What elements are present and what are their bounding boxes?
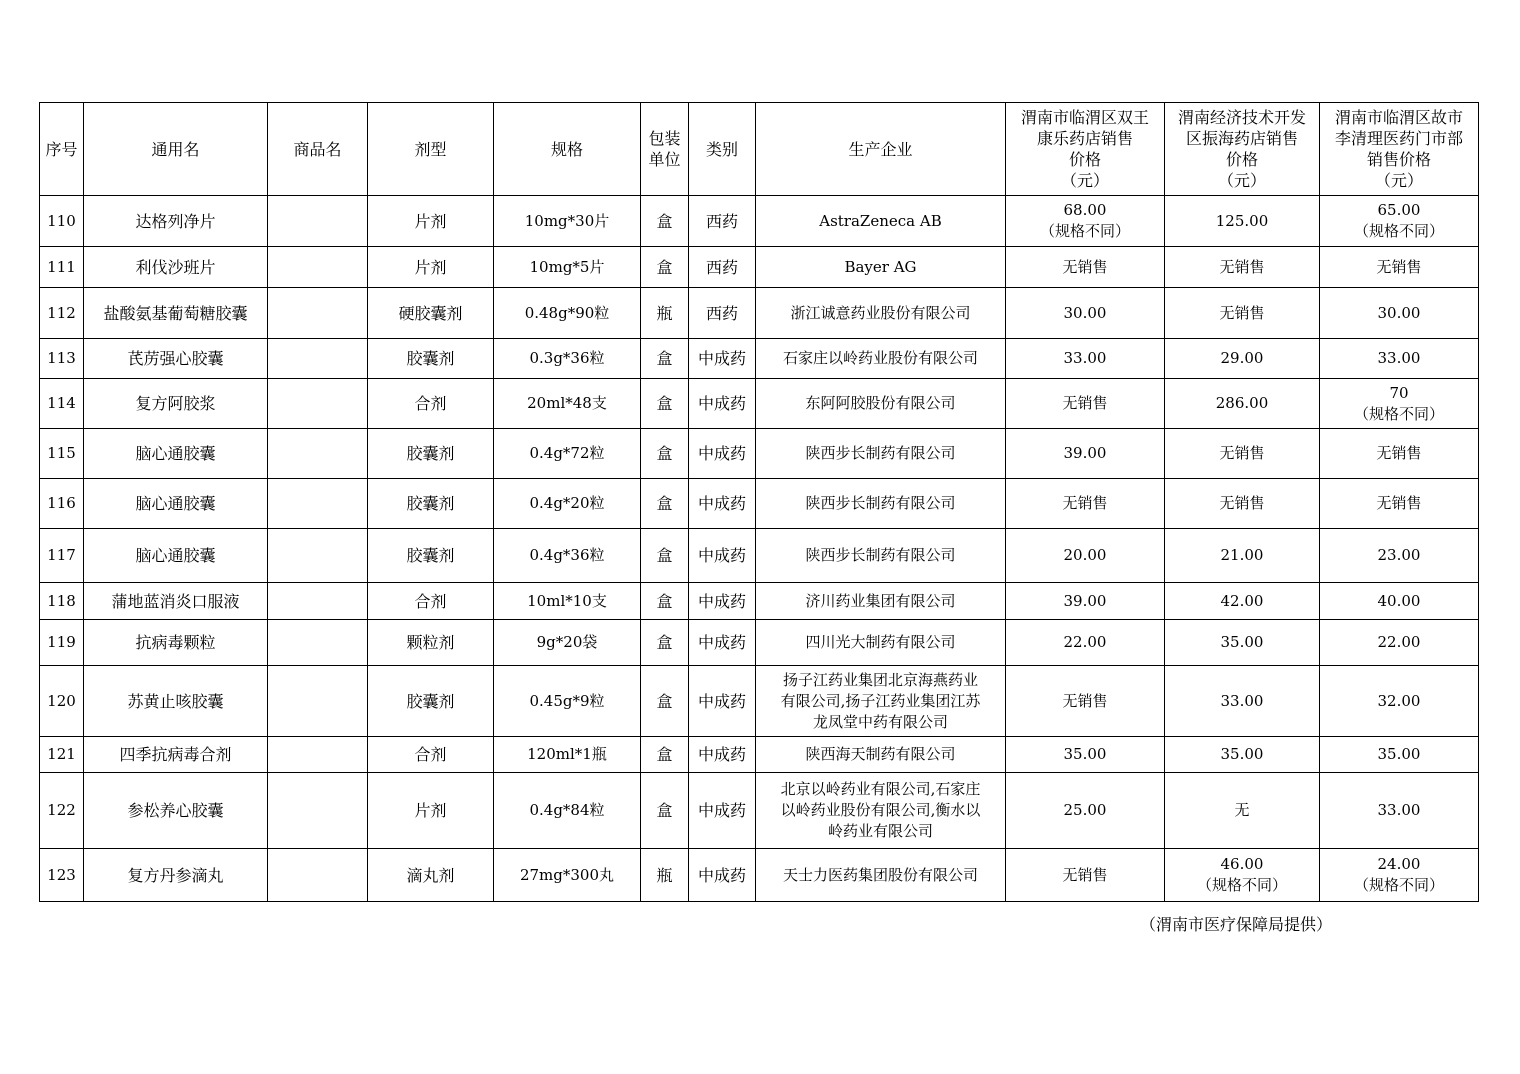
cell-brand-name <box>268 849 368 902</box>
cell-pack-unit: 盒 <box>641 479 689 529</box>
cell-price-c: 23.00 <box>1320 529 1479 583</box>
cell-seq: 116 <box>40 479 84 529</box>
cell-pack-unit: 盒 <box>641 737 689 773</box>
cell-generic-name: 抗病毒颗粒 <box>84 620 268 666</box>
cell-generic-name: 蒲地蓝消炎口服液 <box>84 583 268 620</box>
cell-spec: 0.48g*90粒 <box>494 288 641 339</box>
cell-price-b: 35.00 <box>1165 620 1320 666</box>
header-category: 类别 <box>689 103 756 196</box>
cell-brand-name <box>268 773 368 849</box>
cell-price-a: 33.00 <box>1006 339 1165 379</box>
cell-seq: 112 <box>40 288 84 339</box>
cell-price-a: 无销售 <box>1006 849 1165 902</box>
cell-price-b: 无销售 <box>1165 288 1320 339</box>
cell-dosage-form: 胶囊剂 <box>368 479 494 529</box>
cell-seq: 120 <box>40 666 84 737</box>
table-row <box>40 288 1479 339</box>
table-row <box>40 666 1479 737</box>
cell-brand-name <box>268 339 368 379</box>
cell-pack-unit: 瓶 <box>641 849 689 902</box>
cell-manufacturer: 东阿阿胶股份有限公司 <box>756 379 1006 429</box>
cell-dosage-form: 合剂 <box>368 583 494 620</box>
cell-generic-name: 脑心通胶囊 <box>84 479 268 529</box>
cell-manufacturer: 陕西步长制药有限公司 <box>756 429 1006 479</box>
cell-dosage-form: 片剂 <box>368 773 494 849</box>
cell-brand-name <box>268 247 368 288</box>
header-generic-name: 通用名 <box>84 103 268 196</box>
cell-spec: 0.45g*9粒 <box>494 666 641 737</box>
cell-spec: 0.4g*72粒 <box>494 429 641 479</box>
table-row <box>40 196 1479 247</box>
cell-price-a: 68.00 （规格不同） <box>1006 196 1165 247</box>
cell-brand-name <box>268 737 368 773</box>
cell-seq: 123 <box>40 849 84 902</box>
cell-price-a: 25.00 <box>1006 773 1165 849</box>
table-row <box>40 583 1479 620</box>
cell-spec: 27mg*300丸 <box>494 849 641 902</box>
cell-manufacturer: AstraZeneca AB <box>756 196 1006 247</box>
cell-category: 中成药 <box>689 479 756 529</box>
cell-price-b: 无销售 <box>1165 247 1320 288</box>
cell-spec: 0.4g*20粒 <box>494 479 641 529</box>
cell-dosage-form: 滴丸剂 <box>368 849 494 902</box>
cell-price-c: 70 （规格不同） <box>1320 379 1479 429</box>
cell-dosage-form: 胶囊剂 <box>368 529 494 583</box>
cell-pack-unit: 盒 <box>641 196 689 247</box>
cell-generic-name: 芪苈强心胶囊 <box>84 339 268 379</box>
table-row <box>40 849 1479 902</box>
cell-price-a: 39.00 <box>1006 429 1165 479</box>
cell-price-a: 无销售 <box>1006 247 1165 288</box>
cell-spec: 20ml*48支 <box>494 379 641 429</box>
cell-manufacturer: 北京以岭药业有限公司,石家庄 以岭药业股份有限公司,衡水以 岭药业有限公司 <box>756 773 1006 849</box>
cell-generic-name: 利伐沙班片 <box>84 247 268 288</box>
price-table <box>39 102 1479 902</box>
cell-seq: 119 <box>40 620 84 666</box>
cell-price-b: 29.00 <box>1165 339 1320 379</box>
cell-pack-unit: 盒 <box>641 620 689 666</box>
cell-seq: 121 <box>40 737 84 773</box>
cell-spec: 120ml*1瓶 <box>494 737 641 773</box>
cell-generic-name: 达格列净片 <box>84 196 268 247</box>
cell-price-c: 65.00 （规格不同） <box>1320 196 1479 247</box>
cell-manufacturer: 陕西步长制药有限公司 <box>756 529 1006 583</box>
cell-brand-name <box>268 288 368 339</box>
cell-price-c: 40.00 <box>1320 583 1479 620</box>
cell-dosage-form: 胶囊剂 <box>368 429 494 479</box>
cell-generic-name: 复方阿胶浆 <box>84 379 268 429</box>
header-manufacturer: 生产企业 <box>756 103 1006 196</box>
cell-seq: 110 <box>40 196 84 247</box>
cell-price-a: 无销售 <box>1006 666 1165 737</box>
cell-category: 西药 <box>689 196 756 247</box>
cell-category: 西药 <box>689 247 756 288</box>
cell-price-a: 35.00 <box>1006 737 1165 773</box>
cell-generic-name: 参松养心胶囊 <box>84 773 268 849</box>
cell-seq: 115 <box>40 429 84 479</box>
cell-price-a: 无销售 <box>1006 379 1165 429</box>
cell-price-b: 33.00 <box>1165 666 1320 737</box>
table-row <box>40 479 1479 529</box>
cell-price-b: 286.00 <box>1165 379 1320 429</box>
cell-dosage-form: 片剂 <box>368 247 494 288</box>
cell-pack-unit: 盒 <box>641 379 689 429</box>
cell-pack-unit: 盒 <box>641 247 689 288</box>
header-brand-name: 商品名 <box>268 103 368 196</box>
cell-pack-unit: 盒 <box>641 666 689 737</box>
cell-spec: 9g*20袋 <box>494 620 641 666</box>
cell-price-a: 无销售 <box>1006 479 1165 529</box>
cell-generic-name: 苏黄止咳胶囊 <box>84 666 268 737</box>
cell-seq: 114 <box>40 379 84 429</box>
cell-pack-unit: 盒 <box>641 773 689 849</box>
cell-price-b: 无 <box>1165 773 1320 849</box>
cell-manufacturer: Bayer AG <box>756 247 1006 288</box>
cell-manufacturer: 天士力医药集团股份有限公司 <box>756 849 1006 902</box>
table-row <box>40 773 1479 849</box>
table-row <box>40 379 1479 429</box>
cell-category: 中成药 <box>689 737 756 773</box>
cell-dosage-form: 胶囊剂 <box>368 666 494 737</box>
cell-category: 中成药 <box>689 339 756 379</box>
cell-generic-name: 脑心通胶囊 <box>84 529 268 583</box>
cell-price-b: 无销售 <box>1165 479 1320 529</box>
cell-price-c: 33.00 <box>1320 339 1479 379</box>
cell-price-c: 24.00 （规格不同） <box>1320 849 1479 902</box>
cell-price-c: 33.00 <box>1320 773 1479 849</box>
cell-dosage-form: 合剂 <box>368 737 494 773</box>
cell-price-c: 30.00 <box>1320 288 1479 339</box>
cell-price-a: 22.00 <box>1006 620 1165 666</box>
table-row <box>40 529 1479 583</box>
cell-price-c: 32.00 <box>1320 666 1479 737</box>
cell-dosage-form: 合剂 <box>368 379 494 429</box>
header-row <box>40 103 1479 196</box>
cell-manufacturer: 四川光大制药有限公司 <box>756 620 1006 666</box>
header-dosage-form: 剂型 <box>368 103 494 196</box>
cell-brand-name <box>268 529 368 583</box>
cell-spec: 10ml*10支 <box>494 583 641 620</box>
cell-generic-name: 四季抗病毒合剂 <box>84 737 268 773</box>
header-price-a: 渭南市临渭区双王 康乐药店销售 价格 （元） <box>1006 103 1165 196</box>
cell-pack-unit: 盒 <box>641 429 689 479</box>
cell-category: 中成药 <box>689 583 756 620</box>
cell-brand-name <box>268 666 368 737</box>
cell-manufacturer: 浙江诚意药业股份有限公司 <box>756 288 1006 339</box>
cell-price-b: 46.00 （规格不同） <box>1165 849 1320 902</box>
table-row <box>40 339 1479 379</box>
cell-pack-unit: 瓶 <box>641 288 689 339</box>
cell-price-b: 42.00 <box>1165 583 1320 620</box>
cell-seq: 122 <box>40 773 84 849</box>
table-row <box>40 737 1479 773</box>
cell-seq: 113 <box>40 339 84 379</box>
cell-price-c: 无销售 <box>1320 247 1479 288</box>
table-row <box>40 247 1479 288</box>
source-note: （渭南市医疗保障局提供） <box>1140 915 1333 934</box>
cell-manufacturer: 济川药业集团有限公司 <box>756 583 1006 620</box>
cell-price-b: 35.00 <box>1165 737 1320 773</box>
cell-spec: 0.4g*36粒 <box>494 529 641 583</box>
cell-spec: 10mg*5片 <box>494 247 641 288</box>
header-price-b: 渭南经济技术开发 区振海药店销售 价格 （元） <box>1165 103 1320 196</box>
cell-dosage-form: 片剂 <box>368 196 494 247</box>
cell-generic-name: 脑心通胶囊 <box>84 429 268 479</box>
cell-category: 中成药 <box>689 379 756 429</box>
cell-brand-name <box>268 479 368 529</box>
cell-dosage-form: 硬胶囊剂 <box>368 288 494 339</box>
header-price-c: 渭南市临渭区故市 李清理医药门市部 销售价格 （元） <box>1320 103 1479 196</box>
cell-brand-name <box>268 620 368 666</box>
cell-brand-name <box>268 583 368 620</box>
cell-pack-unit: 盒 <box>641 529 689 583</box>
table-row <box>40 620 1479 666</box>
cell-price-a: 20.00 <box>1006 529 1165 583</box>
cell-price-b: 21.00 <box>1165 529 1320 583</box>
cell-brand-name <box>268 196 368 247</box>
cell-price-b: 125.00 <box>1165 196 1320 247</box>
cell-category: 西药 <box>689 288 756 339</box>
cell-category: 中成药 <box>689 773 756 849</box>
cell-spec: 0.4g*84粒 <box>494 773 641 849</box>
header-spec: 规格 <box>494 103 641 196</box>
cell-pack-unit: 盒 <box>641 583 689 620</box>
table-row <box>40 429 1479 479</box>
cell-price-c: 35.00 <box>1320 737 1479 773</box>
cell-manufacturer: 扬子江药业集团北京海燕药业 有限公司,扬子江药业集团江苏 龙凤堂中药有限公司 <box>756 666 1006 737</box>
cell-price-a: 30.00 <box>1006 288 1165 339</box>
cell-seq: 111 <box>40 247 84 288</box>
cell-manufacturer: 石家庄以岭药业股份有限公司 <box>756 339 1006 379</box>
cell-manufacturer: 陕西海天制药有限公司 <box>756 737 1006 773</box>
cell-generic-name: 盐酸氨基葡萄糖胶囊 <box>84 288 268 339</box>
cell-category: 中成药 <box>689 429 756 479</box>
cell-price-a: 39.00 <box>1006 583 1165 620</box>
cell-brand-name <box>268 429 368 479</box>
cell-generic-name: 复方丹参滴丸 <box>84 849 268 902</box>
cell-category: 中成药 <box>689 849 756 902</box>
cell-spec: 0.3g*36粒 <box>494 339 641 379</box>
cell-price-c: 22.00 <box>1320 620 1479 666</box>
cell-dosage-form: 颗粒剂 <box>368 620 494 666</box>
cell-brand-name <box>268 379 368 429</box>
cell-manufacturer: 陕西步长制药有限公司 <box>756 479 1006 529</box>
cell-seq: 118 <box>40 583 84 620</box>
cell-price-c: 无销售 <box>1320 429 1479 479</box>
cell-pack-unit: 盒 <box>641 339 689 379</box>
cell-category: 中成药 <box>689 620 756 666</box>
cell-category: 中成药 <box>689 529 756 583</box>
header-seq: 序号 <box>40 103 84 196</box>
cell-price-c: 无销售 <box>1320 479 1479 529</box>
header-pack-unit: 包装 单位 <box>641 103 689 196</box>
cell-spec: 10mg*30片 <box>494 196 641 247</box>
cell-dosage-form: 胶囊剂 <box>368 339 494 379</box>
cell-seq: 117 <box>40 529 84 583</box>
cell-price-b: 无销售 <box>1165 429 1320 479</box>
cell-category: 中成药 <box>689 666 756 737</box>
